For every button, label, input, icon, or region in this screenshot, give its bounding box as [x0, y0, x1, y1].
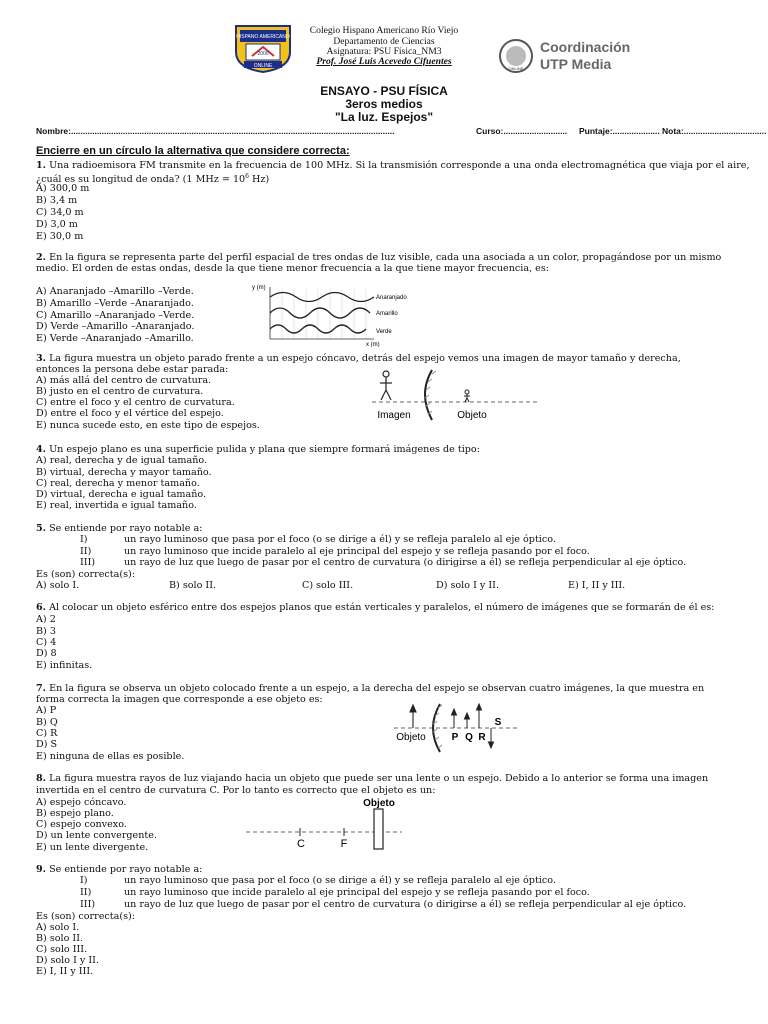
q5-stmt3-num: III)	[80, 557, 96, 568]
q8-c-label: C	[297, 838, 305, 850]
q8-option-c[interactable]: C) espejo convexo.	[36, 819, 127, 830]
q8-f-label: F	[340, 838, 348, 850]
q1-text3: Hz)	[248, 174, 270, 186]
q7-object-arrow	[410, 705, 416, 728]
q2-option-b[interactable]: B) Amarillo –Verde –Anaranjado.	[36, 298, 194, 309]
q9-option-e[interactable]: E) I, II y III.	[36, 966, 94, 977]
q3-image-label: Imagen	[377, 410, 411, 421]
q3-mirror-figure	[370, 364, 540, 426]
q3-image-figure	[380, 371, 392, 400]
q5-text: Se entiende por rayo notable a:	[46, 523, 203, 534]
q2-text2: medio. El orden de estas ondas, desde la que tiene menor frecuencia a la que tiene mayor frecuencia, es:	[36, 263, 550, 274]
q2-option-d[interactable]: D) Verde –Amarillo –Anaranjado.	[36, 321, 195, 332]
q9-stmt1-num: I)	[80, 875, 88, 886]
q8-figure	[244, 797, 404, 853]
q4-option-e[interactable]: E) real, invertida e igual tamaño.	[36, 500, 197, 511]
q7-option-b[interactable]: B) Q	[36, 717, 58, 728]
q7-option-a[interactable]: A) P	[36, 705, 57, 716]
q4-option-c[interactable]: C) real, derecha y menor tamaño.	[36, 478, 200, 489]
q3-text1: La figura muestra un objeto parado frente a un espejo cóncavo, detrás del espejo vemos una imagen de mayor tamaño y derecha,	[46, 353, 681, 364]
q8-number: 8.	[36, 773, 47, 784]
score-field: Puntaje:....................	[579, 126, 660, 136]
q6-number: 6.	[36, 602, 47, 613]
exam-level: 3eros medios	[345, 97, 423, 111]
q2-option-a[interactable]: A) Anaranjado –Amarillo –Verde.	[36, 286, 194, 297]
q3-option-c[interactable]: C) entre el foco y el centro de curvatura.	[36, 397, 235, 408]
q8-text1: La figura muestra rayos de luz viajando hacia un objeto que puede ser una lente o un espejo. Debido a lo anterior se forma una imagen	[46, 773, 709, 784]
q5-line1	[36, 523, 202, 534]
q5-option-c[interactable]: C) solo III.	[302, 580, 354, 591]
q2-option-e[interactable]: E) Verde –Anaranjado –Amarillo.	[36, 333, 194, 344]
q6-option-e[interactable]: E) infinitas.	[36, 660, 93, 671]
q3-object-figure	[464, 390, 470, 402]
q9-stmt1-text: un rayo luminoso que pasa por el foco (o se dirige a él) y se refleja paralelo al eje óptico.	[124, 875, 556, 886]
q2-option-c[interactable]: C) Amarillo –Anaranjado –Verde.	[36, 310, 195, 321]
q2-number: 2.	[36, 252, 47, 263]
grade-field: Nota:...................................	[662, 126, 767, 136]
q2-text1: En la figura se representa parte del perfil espacial de tres ondas de luz visible, cada una asociada a un color, propagándose por un mismo	[46, 252, 722, 263]
q7-text2: forma correcta la imagen que corresponde a ese objeto es:	[36, 694, 323, 705]
q4-number: 4.	[36, 444, 47, 455]
q2-wave-amarillo	[270, 308, 370, 318]
q7-image-s	[489, 728, 494, 748]
q5-stmt2-num: II)	[80, 546, 92, 557]
q5-option-e[interactable]: E) I, II y III.	[568, 580, 626, 591]
q3-object-label: Objeto	[457, 410, 487, 421]
q6-option-b[interactable]: B) 3	[36, 626, 56, 637]
q9-text: Se entiende por rayo notable a:	[46, 864, 203, 875]
q9-stmt2-text: un rayo luminoso que incide paralelo al eje principal del espejo y se refleja pasando por el foco.	[124, 887, 590, 898]
logo-right-line1: Coordinación	[540, 39, 631, 55]
q1-number: 1.	[36, 160, 47, 171]
q1-text2: ¿cuál es su longitud de onda? (1 MHz = 10	[36, 174, 246, 186]
q3-option-a[interactable]: A) más allá del centro de curvatura.	[36, 375, 212, 386]
q7-mirror-figure	[392, 700, 520, 754]
exam-title: ENSAYO - PSU FÍSICA	[320, 84, 448, 98]
q2-ylabel: y (m)	[252, 285, 266, 291]
q6-line1	[36, 602, 714, 613]
q8-option-b[interactable]: B) espejo plano.	[36, 808, 114, 819]
q4-option-d[interactable]: D) virtual, derecha e igual tamaño.	[36, 489, 207, 500]
q1-line1	[36, 160, 750, 171]
q3-option-d[interactable]: D) entre el foco y el vértice del espejo.	[36, 408, 224, 419]
q9-option-d[interactable]: D) solo I y II.	[36, 955, 100, 966]
q5-stmt1-text: un rayo luminoso que pasa por el foco (o se dirige a él) y se refleja paralelo al eje óptico.	[124, 534, 556, 545]
logo-right-seal: ONLINE	[508, 66, 524, 71]
q8-text2: invertida en el centro de curvatura C. Por lo tanto es correcto que el objeto es un:	[36, 785, 436, 796]
q3-text2: entonces la persona debe estar parada:	[36, 364, 229, 375]
logo-left-text-top: HISPANO AMERICANO	[236, 34, 290, 40]
name-field: Nombre:.........................................................................................................................................	[36, 126, 395, 136]
q8-object-box	[374, 809, 383, 849]
q3-option-e[interactable]: E) nunca sucede esto, en este tipo de espejos.	[36, 420, 260, 431]
q1-text1: Una radioemisora FM transmite en la frecuencia de 100 MHz. Si la transmisión corresponde a una onda electromagnética que viaja por el aire,	[46, 160, 750, 171]
q7-image-p	[452, 709, 457, 728]
q2-wave-anaranjado	[270, 293, 374, 302]
q2-label-verde: Verde	[376, 329, 392, 335]
q5-stmt3-text: un rayo de luz que luego de pasar por el centro de curvatura (o dirigirse a él) se refleja perpendicular al eje óptico.	[124, 557, 687, 568]
q5-stmt1-num: I)	[80, 534, 88, 545]
q4-text: Un espejo plano es una superficie pulida y plana que siempre formará imágenes de tipo:	[46, 444, 480, 455]
q7-option-c[interactable]: C) R	[36, 728, 58, 739]
q7-label-q: Q	[465, 732, 473, 743]
q9-option-b[interactable]: B) solo II.	[36, 933, 84, 944]
q2-label-anaranjado: Anaranjado	[376, 295, 407, 301]
q2-label-amarillo: Amarillo	[376, 311, 398, 317]
school-name: Colegio Hispano Americano Río Viejo	[309, 25, 459, 36]
q9-question: Es (son) correcta(s):	[36, 911, 135, 922]
q8-option-d[interactable]: D) un lente convergente.	[36, 830, 157, 841]
q7-label-r: R	[478, 732, 486, 743]
q7-number: 7.	[36, 683, 47, 694]
course-field: Curso:...........................	[476, 126, 568, 136]
q7-image-q	[465, 713, 470, 728]
q1-option-b[interactable]: B) 3,4 m	[36, 195, 78, 206]
q7-image-r	[477, 704, 482, 728]
q4-option-a[interactable]: A) real, derecha y de igual tamaño.	[36, 455, 208, 466]
q8-option-a[interactable]: A) espejo cóncavo.	[36, 797, 127, 808]
q2-wave-figure	[246, 281, 426, 347]
logo-right-line2: UTP Media	[540, 56, 612, 72]
q7-line1	[36, 683, 704, 694]
q7-label-s: S	[494, 717, 502, 728]
q7-option-d[interactable]: D) S	[36, 739, 58, 750]
q6-option-a[interactable]: A) 2	[36, 614, 56, 625]
q5-question: Es (son) correcta(s):	[36, 569, 135, 580]
department: Departamento de Ciencias	[333, 36, 435, 47]
q6-text: Al colocar un objeto esférico entre dos espejos planos que están verticales y paralelos, el número de imágenes que se formarán de él es:	[46, 602, 715, 613]
q9-option-c[interactable]: C) solo III.	[36, 944, 88, 955]
q5-number: 5.	[36, 523, 47, 534]
q7-option-e[interactable]: E) ninguna de ellas es posible.	[36, 751, 185, 762]
q8-line1	[36, 773, 708, 784]
q9-stmt3-num: III)	[80, 899, 96, 910]
subject: Asignatura: PSU Física_NM3	[326, 46, 442, 57]
q7-object-label: Objeto	[396, 732, 426, 743]
exam-topic: "La luz. Espejos"	[334, 110, 434, 124]
q3-number: 3.	[36, 353, 47, 364]
q2-line1	[36, 252, 721, 263]
q1-option-e[interactable]: E) 30,0 m	[36, 231, 84, 242]
q2-xlabel: x (m)	[366, 342, 380, 347]
teacher: Prof. José Luis Acevedo Cifuentes	[316, 56, 452, 67]
q5-option-b[interactable]: B) solo II.	[169, 580, 217, 591]
q9-line1	[36, 864, 202, 875]
logo-left-text-mid: 2000	[257, 51, 269, 57]
q8-option-e[interactable]: E) un lente divergente.	[36, 842, 149, 853]
instruction: Encierre en un círculo la alternativa que considere correcta:	[36, 145, 350, 157]
q1-sup: 6	[245, 173, 249, 180]
q9-option-a[interactable]: A) solo I.	[36, 922, 80, 933]
q8-object-label: Objeto	[363, 798, 395, 809]
q3-line1	[36, 353, 681, 364]
q7-label-p: P	[451, 732, 459, 743]
q3-option-b[interactable]: B) justo en el centro de curvatura.	[36, 386, 204, 397]
q9-stmt2-num: II)	[80, 887, 92, 898]
q1-option-d[interactable]: D) 3,0 m	[36, 219, 78, 230]
q6-option-d[interactable]: D) 8	[36, 648, 57, 659]
q5-option-d[interactable]: D) solo I y II.	[436, 580, 500, 591]
q4-option-b[interactable]: B) virtual, derecha y mayor tamaño.	[36, 467, 212, 478]
q6-option-c[interactable]: C) 4	[36, 637, 57, 648]
q9-number: 9.	[36, 864, 47, 875]
q5-stmt2-text: un rayo luminoso que incide paralelo al eje principal del espejo y se refleja pasando por el foco.	[124, 546, 590, 557]
q1-option-c[interactable]: C) 34,0 m	[36, 207, 84, 218]
q9-stmt3-text: un rayo de luz que luego de pasar por el centro de curvatura (o dirigirse a él) se refleja perpendicular al eje óptico.	[124, 899, 687, 910]
q5-option-a[interactable]: A) solo I.	[36, 580, 80, 591]
utp-logo	[496, 36, 656, 76]
q7-text1: En la figura se observa un objeto colocado frente a un espejo, a la derecha del espejo se observan cuatro imágenes, la que muestra en	[46, 683, 705, 694]
logo-left-text-bottom: ONLINE	[253, 63, 273, 69]
q4-line1	[36, 444, 480, 455]
q1-option-a[interactable]: A) 300,0 m	[36, 183, 90, 194]
